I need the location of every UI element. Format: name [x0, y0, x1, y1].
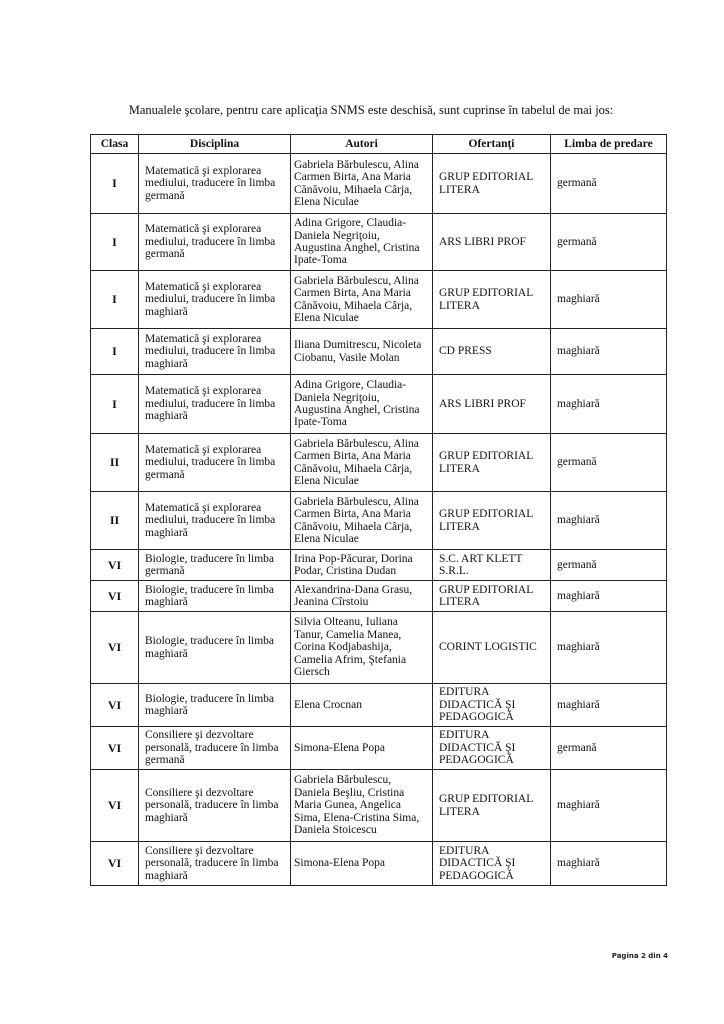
cell-limba: germană — [551, 154, 667, 214]
cell-ofertanti: GRUP EDITORIAL LITERA — [433, 492, 551, 550]
cell-disciplina: Matematică şi explorarea mediului, traducere în limba maghiară — [139, 492, 291, 550]
header-autori: Autori — [291, 135, 433, 154]
cell-autori: Gabriela Bărbulescu, Alina Carmen Birta, Ana Maria Cănăvoiu, Mihaela Cârja, Elena Niculae — [291, 492, 433, 550]
cell-ofertanti: CORINT LOGISTIC — [433, 612, 551, 684]
cell-ofertanti: S.C. ART KLETT S.R.L. — [433, 550, 551, 581]
cell-clasa: VI — [91, 842, 139, 886]
table-row — [91, 154, 667, 214]
cell-ofertanti: CD PRESS — [433, 329, 551, 375]
cell-autori: Gabriela Bărbulescu, Alina Carmen Birta, Ana Maria Cănăvoiu, Mihaela Cârja, Elena Niculae — [291, 271, 433, 329]
cell-disciplina: Matematică şi explorarea mediului, traducere în limba maghiară — [139, 271, 291, 329]
cell-ofertanti: GRUP EDITORIAL LITERA — [433, 154, 551, 214]
cell-clasa: VI — [91, 581, 139, 612]
cell-autori: Simona-Elena Popa — [291, 842, 433, 886]
table-row — [91, 770, 667, 842]
table-row — [91, 375, 667, 434]
cell-clasa: VI — [91, 684, 139, 727]
cell-disciplina: Biologie, traducere în limba germană — [139, 550, 291, 581]
cell-disciplina: Matematică şi explorarea mediului, traducere în limba germană — [139, 434, 291, 492]
cell-limba: germană — [551, 214, 667, 271]
cell-disciplina: Consiliere şi dezvoltare personală, traducere în limba maghiară — [139, 770, 291, 842]
cell-autori: Adina Grigore, Claudia-Daniela Negriţoiu, Augustina Anghel, Cristina Ipate-Toma — [291, 375, 433, 434]
intro-text: Manualele şcolare, pentru care aplicaţia SNMS este deschisă, sunt cuprinse în tabelul de mai jos: — [128, 103, 614, 117]
header-ofertanti: Ofertanţi — [433, 135, 551, 154]
cell-ofertanti: EDITURA DIDACTICĂ ŞI PEDAGOGICĂ — [433, 842, 551, 886]
cell-clasa: I — [91, 154, 139, 214]
cell-limba: maghiară — [551, 842, 667, 886]
table-row — [91, 271, 667, 329]
table-header-row — [91, 135, 667, 154]
cell-ofertanti: GRUP EDITORIAL LITERA — [433, 271, 551, 329]
cell-limba: germană — [551, 550, 667, 581]
cell-limba: maghiară — [551, 271, 667, 329]
cell-limba: maghiară — [551, 375, 667, 434]
cell-disciplina: Matematică şi explorarea mediului, traducere în limba maghiară — [139, 329, 291, 375]
cell-ofertanti: GRUP EDITORIAL LITERA — [433, 770, 551, 842]
cell-disciplina: Matematică şi explorarea mediului, traducere în limba germană — [139, 214, 291, 271]
table-row — [91, 727, 667, 770]
table-row — [91, 492, 667, 550]
cell-clasa: I — [91, 375, 139, 434]
cell-clasa: VI — [91, 727, 139, 770]
cell-autori: Silvia Olteanu, Iuliana Tanur, Camelia Manea, Corina Kodjabashija, Camelia Afrim, Ştefania Giersch — [291, 612, 433, 684]
cell-limba: maghiară — [551, 492, 667, 550]
cell-limba: maghiară — [551, 581, 667, 612]
cell-ofertanti: GRUP EDITORIAL LITERA — [433, 581, 551, 612]
cell-ofertanti: GRUP EDITORIAL LITERA — [433, 434, 551, 492]
cell-autori: Irina Pop-Păcurar, Dorina Podar, Cristina Dudan — [291, 550, 433, 581]
cell-disciplina: Consiliere şi dezvoltare personală, traducere în limba maghiară — [139, 842, 291, 886]
cell-disciplina: Consiliere şi dezvoltare personală, traducere în limba germană — [139, 727, 291, 770]
cell-disciplina: Biologie, traducere în limba maghiară — [139, 581, 291, 612]
table-row — [91, 684, 667, 727]
cell-clasa: II — [91, 492, 139, 550]
header-clasa: Clasa — [91, 135, 139, 154]
cell-clasa: VI — [91, 550, 139, 581]
cell-autori: Gabriela Bărbulescu, Alina Carmen Birta, Ana Maria Cănăvoiu, Mihaela Cârja, Elena Niculae — [291, 154, 433, 214]
page-number: Pagina 2 din 4 — [611, 952, 668, 960]
cell-disciplina: Matematică şi explorarea mediului, traducere în limba germană — [139, 154, 291, 214]
cell-ofertanti: EDITURA DIDACTICĂ ŞI PEDAGOGICĂ — [433, 727, 551, 770]
cell-limba: maghiară — [551, 770, 667, 842]
cell-clasa: VI — [91, 612, 139, 684]
cell-autori: Simona-Elena Popa — [291, 727, 433, 770]
header-disciplina: Disciplina — [139, 135, 291, 154]
cell-autori: Gabriela Bărbulescu, Alina Carmen Birta, Ana Maria Cănăvoiu, Mihaela Cârja, Elena Niculae — [291, 434, 433, 492]
manuals-table — [90, 134, 667, 886]
cell-autori: Gabriela Bărbulescu, Daniela Beşliu, Cristina Maria Gunea, Angelica Sima, Elena-Cristina Sima, Daniela Stoicescu — [291, 770, 433, 842]
cell-limba: germană — [551, 434, 667, 492]
cell-clasa: I — [91, 271, 139, 329]
table-row — [91, 214, 667, 271]
cell-autori: Adina Grigore, Claudia-Daniela Negriţoiu, Augustina Anghel, Cristina Ipate-Toma — [291, 214, 433, 271]
cell-autori: Iliana Dumitrescu, Nicoleta Ciobanu, Vasile Molan — [291, 329, 433, 375]
cell-ofertanti: ARS LIBRI PROF — [433, 214, 551, 271]
cell-clasa: II — [91, 434, 139, 492]
cell-autori: Elena Crocnan — [291, 684, 433, 727]
cell-disciplina: Matematică şi explorarea mediului, traducere în limba maghiară — [139, 375, 291, 434]
cell-ofertanti: EDITURA DIDACTICĂ ŞI PEDAGOGICĂ — [433, 684, 551, 727]
table-row — [91, 434, 667, 492]
cell-clasa: I — [91, 329, 139, 375]
cell-disciplina: Biologie, traducere în limba maghiară — [139, 612, 291, 684]
table-row — [91, 842, 667, 886]
cell-limba: maghiară — [551, 612, 667, 684]
table-row — [91, 329, 667, 375]
table-row — [91, 550, 667, 581]
cell-limba: maghiară — [551, 329, 667, 375]
header-limba: Limba de predare — [551, 135, 667, 154]
cell-disciplina: Biologie, traducere în limba maghiară — [139, 684, 291, 727]
cell-clasa: VI — [91, 770, 139, 842]
cell-ofertanti: ARS LIBRI PROF — [433, 375, 551, 434]
cell-limba: maghiară — [551, 684, 667, 727]
cell-limba: germană — [551, 727, 667, 770]
cell-autori: Alexandrina-Dana Grasu, Jeanina Cîrstoiu — [291, 581, 433, 612]
table-row — [91, 612, 667, 684]
table-row — [91, 581, 667, 612]
cell-clasa: I — [91, 214, 139, 271]
